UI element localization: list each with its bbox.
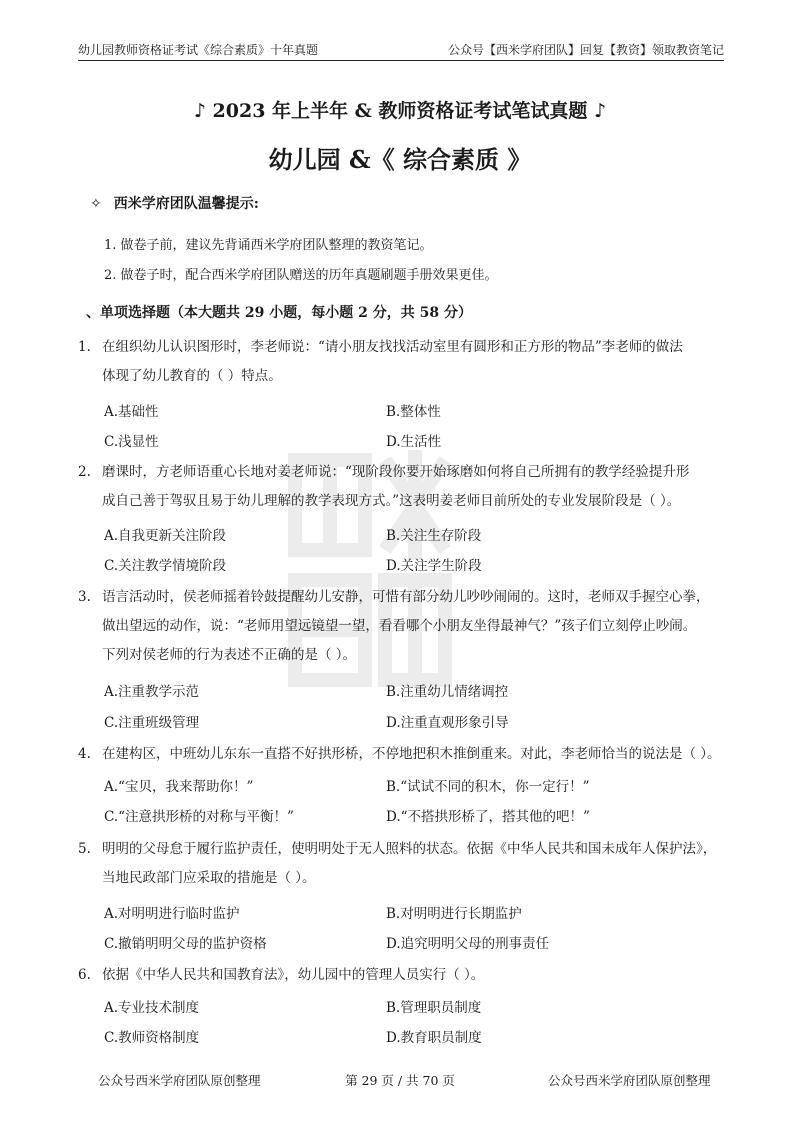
question-line: 在建构区，中班幼儿东东一直搭不好拱形桥，不停地把积木推倒重来。对此，李老师恰当的说法是（ ）。 <box>102 746 721 762</box>
option-b: B.“试试不同的积木，你一定行！” <box>386 779 590 795</box>
option-d: D.“不搭拱形桥了，搭其他的吧！” <box>386 809 590 825</box>
option-d: D.生活性 <box>386 434 442 450</box>
option-a: A.自我更新关注阶段 <box>104 528 227 544</box>
option-b: B.关注生存阶段 <box>386 528 482 544</box>
question-5 <box>78 835 728 893</box>
footer-right: 公众号西米学府团队原创整理 <box>548 1073 711 1088</box>
tips-heading <box>90 193 259 213</box>
option-b: B.整体性 <box>386 404 441 420</box>
option-d: D.追究明明父母的刑事责任 <box>386 936 550 952</box>
option-b: B.注重幼儿情绪调控 <box>386 684 509 700</box>
option-c: C.关注教学情境阶段 <box>104 558 227 574</box>
question-2 <box>78 458 728 516</box>
option-a: A.注重教学示范 <box>104 684 200 700</box>
question-line: 成自己善于驾驭且易于幼儿理解的教学表现方式。”这表明姜老师目前所处的专业发展阶段是（ ）。 <box>102 493 681 509</box>
question-number: 6. <box>78 967 91 983</box>
question-line: 语言活动时，侯老师摇着铃鼓提醒幼儿安静，可惜有部分幼儿吵吵闹闹的。这时，老师双手握空心拳， <box>102 589 710 605</box>
section-title: 、单项选择题（本大题共 29 小题，每小题 2 分，共 58 分） <box>86 305 472 321</box>
page-header <box>78 38 724 61</box>
question-line: 做出望远的动作，说：“老师用望远镜望一望，看看哪个小朋友坐得最神气？”孩子们立刻停止吵闹。 <box>102 618 697 634</box>
question-line: 在组织幼儿认识图形时，李老师说：“请小朋友找找活动室里有圆形和正方形的物品”李老师的做法 <box>102 339 683 355</box>
question-line: 下列对侯老师的行为表述不正确的是（ ）。 <box>102 647 357 663</box>
option-b: B.管理职员制度 <box>386 1000 482 1016</box>
tip-item: 2. 做卷子时，配合西米学府团队赠送的历年真题刷题手册效果更佳。 <box>104 268 498 283</box>
page-number: 第 29 页 / 共 70 页 <box>345 1073 455 1088</box>
question-line: 磨课时，方老师语重心长地对姜老师说：“现阶段你要开始琢磨如何将自己所拥有的教学经验提升形 <box>102 464 690 480</box>
option-c: C.注重班级管理 <box>104 715 200 731</box>
option-a: A.基础性 <box>104 404 159 420</box>
question-number: 5. <box>78 841 91 857</box>
header-right-text: 公众号【西米学府团队】回复【教资】领取教资笔记 <box>447 43 724 57</box>
option-a: A.对明明进行临时监护 <box>104 906 240 922</box>
option-c: C.“注意拱形桥的对称与平衡！” <box>104 809 294 825</box>
subject-title: 幼儿园 &《 综合素质 》 <box>268 145 532 174</box>
tip-item: 1. 做卷子前，建议先背诵西米学府团队整理的教资笔记。 <box>104 238 433 253</box>
exam-title: ♪ 2023 年上半年 & 教师资格证考试笔试真题 ♪ <box>193 100 607 122</box>
diamond-icon: ✧ <box>90 196 102 212</box>
option-c: C.撤销明明父母的监护资格 <box>104 936 267 952</box>
question-number: 3. <box>78 589 91 605</box>
tips-heading-text: 西米学府团队温馨提示: <box>113 196 259 212</box>
question-line: 依据《中华人民共和国教育法》，幼儿园中的管理人员实行（ ）。 <box>102 967 485 983</box>
question-number: 1. <box>78 339 91 355</box>
question-number: 4. <box>78 746 91 762</box>
question-line: 明明的父母怠于履行监护责任，使明明处于无人照料的状态。依据《中华人民共和国未成年人保护法》， <box>102 841 717 857</box>
option-c: C.教师资格制度 <box>104 1030 200 1046</box>
option-b: B.对明明进行长期监护 <box>386 906 522 922</box>
question-line: 当地民政部门应采取的措施是（ ）。 <box>102 870 316 886</box>
option-d: D.关注学生阶段 <box>386 558 482 574</box>
option-a: A.专业技术制度 <box>104 1000 200 1016</box>
question-6 <box>78 961 728 990</box>
question-1 <box>78 333 728 391</box>
header-left-text: 幼儿园教师资格证考试《综合素质》十年真题 <box>78 43 319 57</box>
option-d: D.注重直观形象引导 <box>386 715 509 731</box>
option-d: D.教育职员制度 <box>386 1030 482 1046</box>
question-line: 体现了幼儿教育的（ ）特点。 <box>102 368 282 384</box>
option-a: A.“宝贝，我来帮助你！” <box>104 779 254 795</box>
option-c: C.浅显性 <box>104 434 159 450</box>
question-3 <box>78 583 728 670</box>
question-number: 2. <box>78 464 91 480</box>
footer-left: 公众号西米学府团队原创整理 <box>98 1073 261 1088</box>
question-4 <box>78 740 728 769</box>
